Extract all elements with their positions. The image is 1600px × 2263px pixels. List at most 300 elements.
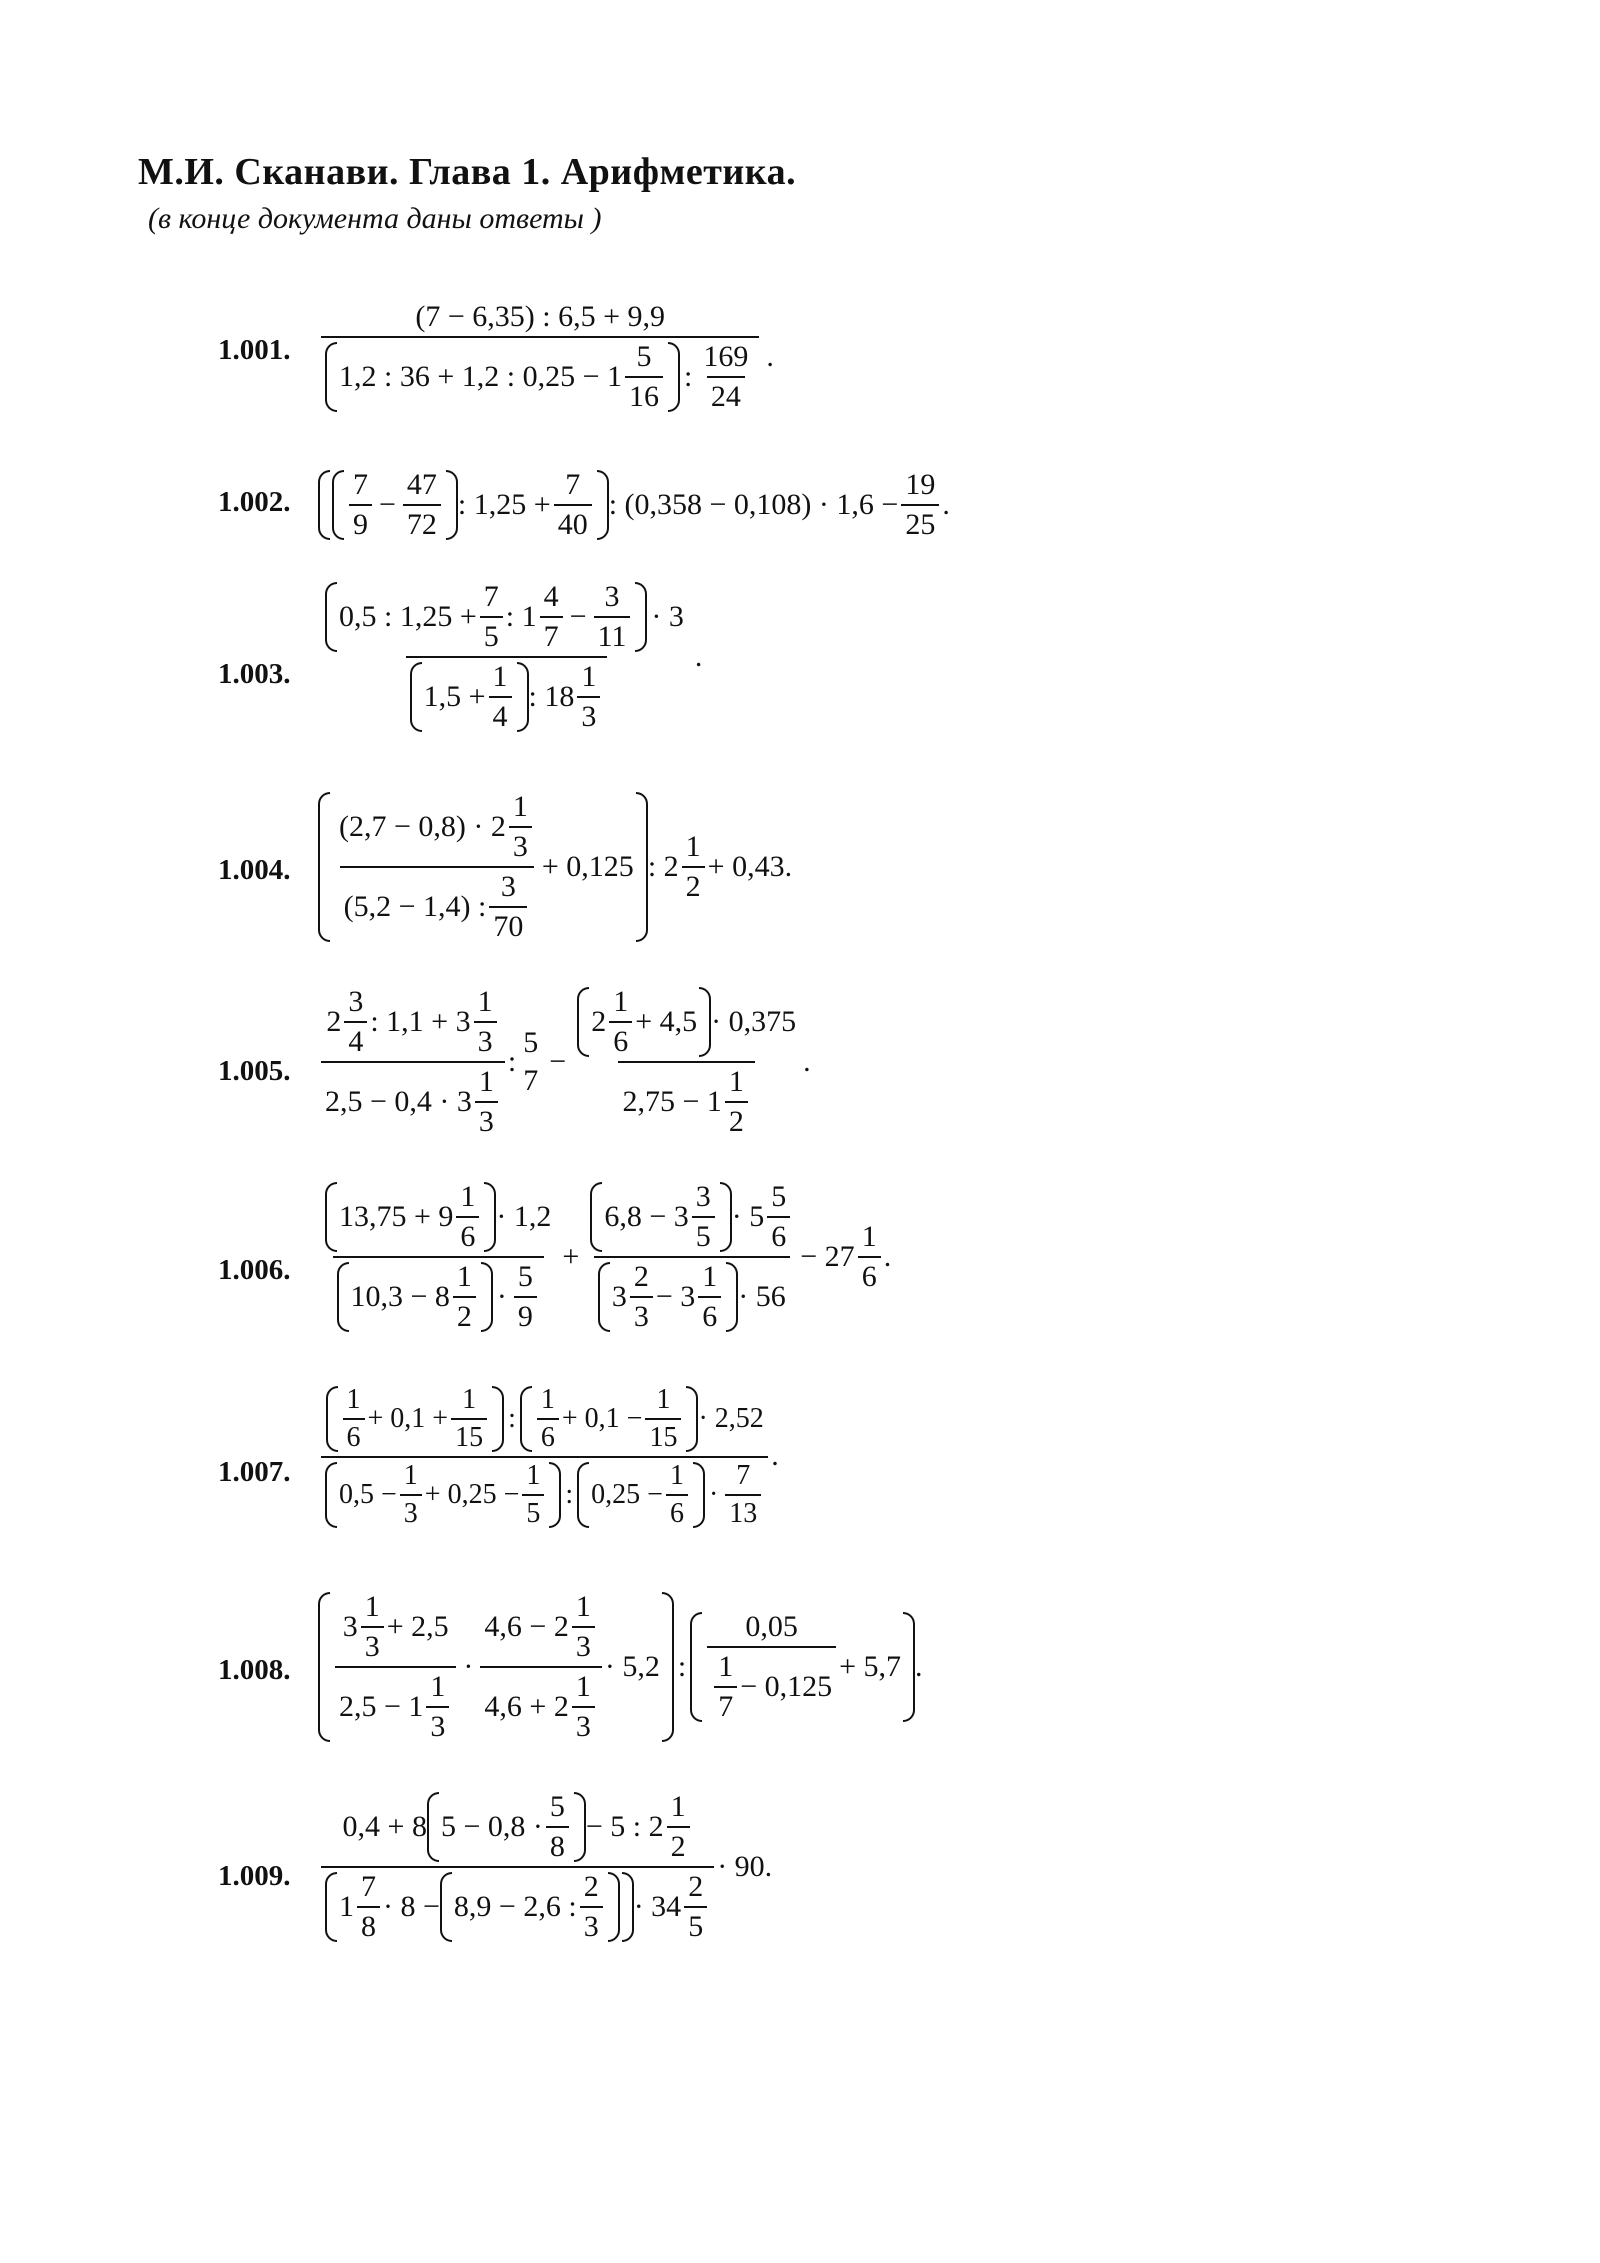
fraction	[714, 1650, 737, 1724]
fraction	[489, 660, 512, 734]
math-term: .	[803, 1045, 811, 1078]
fraction	[489, 870, 527, 944]
denominator: 7	[540, 616, 563, 654]
expression	[318, 790, 792, 944]
numerator: 1	[403, 1460, 418, 1491]
math-term: 2	[591, 1005, 607, 1038]
fraction	[519, 1026, 542, 1098]
fraction	[451, 1384, 487, 1454]
denominator: 6	[456, 1216, 479, 1254]
denominator: 7	[523, 1064, 539, 1097]
math-term	[410, 660, 604, 734]
denominator: 3	[509, 826, 532, 864]
math-term: 0,25 −	[591, 1479, 663, 1510]
math-term	[577, 985, 796, 1059]
math-term: 1	[339, 1890, 354, 1923]
numerator: 7	[736, 1460, 751, 1491]
math-term: :	[684, 360, 693, 393]
denominator: 15	[451, 1418, 487, 1454]
numerator: 1	[492, 660, 508, 693]
math-term: .	[766, 340, 774, 373]
math-term	[343, 1790, 693, 1864]
denominator: 8	[546, 1826, 569, 1864]
fraction	[707, 1610, 836, 1724]
math-term: 5 − 0,8 ·	[440, 1810, 543, 1843]
math-term: + 0,25 −	[424, 1479, 520, 1510]
numerator: 1	[718, 1650, 734, 1683]
parenthesized-group	[410, 660, 529, 734]
numerator: 5	[517, 1260, 533, 1293]
math-term: :	[565, 1479, 574, 1510]
numerator	[339, 1790, 697, 1866]
math-term: + 2,5	[386, 1610, 449, 1643]
fraction	[572, 1590, 595, 1664]
parenthesized-group	[577, 985, 711, 1059]
math-term: · 5	[731, 1200, 765, 1233]
denominator: 25	[901, 504, 939, 542]
numerator: 1	[526, 1460, 541, 1491]
denominator: 2	[453, 1296, 476, 1334]
math-term: (5,2 − 1,4) :	[343, 890, 487, 923]
math-term: − 3	[655, 1280, 696, 1313]
numerator: 1	[669, 1460, 684, 1491]
denominator: 8	[357, 1906, 380, 1944]
denominator	[480, 1666, 601, 1744]
fraction	[480, 580, 503, 654]
fraction	[594, 580, 631, 654]
fraction	[361, 1590, 384, 1664]
numerator: 1	[460, 1180, 476, 1213]
math-term: : 1	[505, 600, 537, 633]
math-term: : 18	[528, 680, 575, 713]
numerator: 1	[613, 985, 629, 1018]
math-term	[325, 1460, 764, 1530]
math-term: :	[508, 1403, 516, 1434]
math-term: −	[569, 600, 587, 633]
fraction	[667, 1790, 690, 1864]
math-term: · 1,2	[496, 1200, 552, 1233]
numerator: 1	[477, 985, 493, 1018]
fraction	[509, 790, 532, 864]
expression	[318, 300, 778, 414]
denominator: 9	[514, 1296, 537, 1334]
denominator: 13	[725, 1494, 761, 1530]
fraction	[682, 830, 705, 904]
parenthesized-group	[440, 1870, 620, 1944]
denominator: 11	[594, 616, 631, 654]
denominator: 2	[682, 866, 705, 904]
parenthesized-group	[427, 1790, 586, 1864]
math-term: · 56	[738, 1280, 786, 1313]
fraction	[321, 985, 505, 1139]
denominator	[340, 866, 535, 944]
math-term	[325, 340, 755, 414]
fraction	[692, 1180, 715, 1254]
math-term	[344, 870, 531, 944]
parenthesized-group	[318, 1590, 674, 1744]
numerator: 1	[728, 1065, 744, 1098]
numerator: 1	[364, 1590, 380, 1623]
expression	[318, 1180, 891, 1334]
denominator: 9	[349, 504, 372, 542]
fraction	[321, 1180, 555, 1334]
math-term: .	[694, 640, 703, 673]
math-term: + 5,7	[839, 1650, 902, 1683]
math-term	[325, 1180, 551, 1254]
math-term	[326, 1384, 764, 1454]
math-term: +	[562, 1240, 580, 1273]
fraction	[540, 580, 563, 654]
numerator: 1	[540, 1384, 555, 1415]
math-term: : 1,25 +	[457, 488, 551, 521]
math-term: : 2	[647, 850, 679, 883]
fraction	[537, 1384, 559, 1454]
problem-number: 1.003.	[218, 658, 291, 690]
numerator: 1	[581, 660, 597, 693]
math-term: −	[549, 1045, 567, 1078]
denominator	[406, 656, 608, 734]
denominator: 6	[609, 1021, 632, 1059]
fraction	[580, 1870, 603, 1944]
fraction	[400, 1460, 422, 1530]
denominator: 3	[572, 1706, 595, 1744]
fraction	[767, 1180, 790, 1254]
math-term	[622, 1065, 750, 1139]
fraction	[335, 790, 539, 944]
math-term: 1,5 +	[423, 680, 486, 713]
numerator: 1	[462, 1384, 477, 1415]
fraction	[453, 1260, 476, 1334]
numerator: 1	[670, 1790, 686, 1823]
math-term	[325, 1870, 710, 1944]
expression	[318, 1790, 772, 1944]
expression	[318, 1382, 779, 1530]
math-term: ·	[708, 1479, 719, 1510]
math-term: + 0,43.	[707, 850, 793, 883]
fraction	[522, 1460, 544, 1530]
fraction	[725, 1460, 761, 1530]
numerator: 5	[523, 1026, 539, 1059]
denominator: 3	[577, 696, 600, 734]
denominator	[618, 1061, 754, 1139]
fraction	[666, 1460, 688, 1530]
parenthesized-group	[590, 1180, 731, 1254]
numerator: 1	[346, 1384, 361, 1415]
math-term	[339, 1670, 452, 1744]
parenthesized-group: 1,2 : 36 + 1,2 : 0,25 − 1 $\frac{5}{16}$	[325, 340, 680, 414]
parenthesized-group	[326, 1384, 505, 1454]
math-term: · 5,2	[604, 1650, 660, 1683]
math-term: 2,75 − 1	[622, 1085, 722, 1118]
math-term: + 0,1 −	[561, 1403, 643, 1434]
math-term	[325, 1065, 501, 1139]
parenthesized-group	[520, 1384, 699, 1454]
problem-number: 1.009.	[218, 1860, 291, 1892]
math-term: + 0,1 +	[367, 1403, 449, 1434]
numerator: 5	[636, 340, 652, 373]
numerator: (7 − 6,35) : 6,5 + 9,9	[415, 300, 665, 333]
problem-number: 1.007.	[218, 1456, 291, 1488]
parenthesized-group	[337, 1260, 493, 1334]
numerator: 1	[456, 1260, 472, 1293]
math-term	[325, 580, 688, 654]
numerator: 2	[633, 1260, 649, 1293]
math-term: − 5 : 2	[585, 1810, 664, 1843]
parenthesized-group	[325, 1180, 496, 1254]
fraction	[514, 1260, 537, 1334]
numerator: 1	[430, 1670, 446, 1703]
parenthesized-group	[325, 580, 647, 654]
math-term: 3	[342, 1610, 358, 1643]
math-term: ·	[463, 1650, 474, 1683]
denominator: 6	[698, 1296, 721, 1334]
denominator: 5	[684, 1906, 707, 1944]
numerator: 1	[656, 1384, 671, 1415]
math-term: 2,5 − 1	[339, 1690, 424, 1723]
denominator: 5	[692, 1216, 715, 1254]
fraction	[725, 1065, 748, 1139]
math-term: 3	[611, 1280, 627, 1313]
numerator: 1	[685, 830, 701, 863]
denominator: 24	[707, 376, 745, 414]
fraction	[586, 1180, 797, 1334]
fraction	[349, 468, 372, 542]
math-term: 4,6 + 2	[484, 1690, 569, 1723]
fraction	[321, 580, 692, 734]
math-term: :	[677, 1650, 687, 1683]
math-term: 8,9 − 2,6 :	[453, 1890, 577, 1923]
numerator: 5	[549, 1790, 565, 1823]
parenthesized-group	[332, 468, 458, 542]
math-term	[343, 1590, 449, 1664]
denominator: 3	[475, 1101, 498, 1139]
math-term: .	[883, 1240, 892, 1273]
numerator: 3	[500, 870, 516, 903]
numerator: 169	[703, 340, 749, 373]
numerator: 2	[688, 1870, 704, 1903]
main-fraction	[321, 300, 759, 414]
parenthesized-group	[318, 468, 609, 542]
fraction	[573, 985, 800, 1139]
math-term: · 0,375	[711, 1005, 797, 1038]
fraction	[609, 985, 632, 1059]
parenthesized-group	[325, 1460, 561, 1530]
numerator: 1	[512, 790, 528, 823]
fraction	[426, 1670, 449, 1744]
fraction	[546, 1790, 569, 1864]
denominator: 5	[522, 1494, 544, 1530]
denominator: 3	[474, 1021, 497, 1059]
numerator	[573, 985, 800, 1061]
numerator	[339, 1590, 453, 1666]
math-term: 0,5 −	[339, 1479, 397, 1510]
denominator: 70	[489, 906, 527, 944]
math-term	[326, 985, 499, 1059]
numerator: 1	[861, 1220, 877, 1253]
denominator: 6	[537, 1418, 559, 1454]
math-term: 2	[326, 1005, 342, 1038]
denominator: 16	[625, 376, 663, 414]
denominator: 3	[572, 1626, 595, 1664]
denominator: 3	[361, 1626, 384, 1664]
fraction	[335, 1590, 456, 1744]
numerator	[335, 790, 539, 866]
denominator: 3	[580, 1906, 603, 1944]
math-term	[337, 1260, 540, 1334]
fraction	[403, 468, 441, 542]
fraction	[357, 1870, 380, 1944]
math-term: 10,3 − 8	[350, 1280, 450, 1313]
denominator: 7	[714, 1686, 737, 1724]
math-term: 0,5 : 1,25 +	[339, 600, 477, 633]
numerator: 0,05	[745, 1610, 798, 1643]
problem-number: 1.005.	[218, 1055, 291, 1087]
page-subtitle: (в конце документа даны ответы )	[148, 202, 602, 235]
numerator: 1	[575, 1590, 591, 1623]
fraction	[630, 1260, 653, 1334]
math-term: : 1,1 + 3	[370, 1005, 471, 1038]
numerator: 5	[771, 1180, 787, 1213]
math-term: + 4,5	[635, 1005, 698, 1038]
denominator: 3	[630, 1296, 653, 1334]
expression	[318, 468, 950, 542]
fraction	[344, 985, 367, 1059]
parenthesized-group	[325, 1870, 634, 1944]
fraction	[321, 1790, 714, 1944]
math-term: : (0,358 − 0,108) · 1,6 −	[608, 488, 899, 521]
math-term: 2,5 − 0,4 · 3	[325, 1085, 472, 1118]
numerator: 47	[406, 468, 437, 501]
math-term	[484, 1590, 597, 1664]
fraction	[343, 1384, 365, 1454]
denominator	[333, 1256, 544, 1334]
denominator	[707, 1646, 836, 1724]
expression	[318, 985, 811, 1139]
fraction	[901, 468, 939, 542]
math-term: · 3	[651, 600, 684, 633]
fraction	[321, 1382, 768, 1530]
denominator: 3	[426, 1706, 449, 1744]
math-term: .	[942, 488, 950, 521]
numerator: 1	[478, 1065, 494, 1098]
numerator	[322, 1382, 768, 1456]
fraction	[645, 1384, 681, 1454]
math-term: .	[915, 1650, 923, 1683]
denominator	[321, 336, 759, 414]
denominator: 6	[343, 1418, 365, 1454]
fraction	[554, 468, 592, 542]
math-term: · 90.	[717, 1850, 773, 1883]
denominator	[321, 1456, 768, 1530]
fraction	[474, 985, 497, 1059]
denominator: 2	[725, 1101, 748, 1139]
expression	[318, 580, 702, 734]
fraction	[480, 1590, 601, 1744]
denominator: 4	[344, 1021, 367, 1059]
math-term: (2,7 − 0,8) · 2	[339, 810, 506, 843]
problem-number: 1.002.	[218, 486, 291, 518]
parenthesized-group	[577, 1460, 705, 1530]
numerator	[586, 1180, 797, 1256]
numerator: 7	[483, 580, 499, 613]
denominator	[335, 1666, 456, 1744]
problem-number: 1.004.	[218, 854, 291, 886]
denominator: 15	[645, 1418, 681, 1454]
math-term: ·	[496, 1280, 507, 1313]
math-term	[484, 1670, 597, 1744]
fraction	[625, 340, 663, 414]
denominator: 4	[489, 696, 512, 734]
numerator: 7	[565, 468, 581, 501]
math-term	[711, 1650, 832, 1724]
numerator: 4	[543, 580, 559, 613]
fraction	[684, 1870, 707, 1944]
numerator: 1	[575, 1670, 591, 1703]
fraction	[456, 1180, 479, 1254]
math-term: 6,8 − 3	[604, 1200, 689, 1233]
math-term: :	[507, 1045, 517, 1078]
parenthesized-group	[598, 1260, 738, 1334]
denominator	[321, 1866, 714, 1944]
numerator: 3	[604, 580, 620, 613]
denominator: 5	[480, 616, 503, 654]
math-term: · 8 −	[383, 1890, 440, 1923]
math-term	[598, 1260, 786, 1334]
math-term: .	[771, 1439, 779, 1472]
denominator: 3	[400, 1494, 422, 1530]
math-term: − 27	[800, 1240, 855, 1273]
numerator	[480, 1590, 601, 1666]
numerator: 1	[702, 1260, 718, 1293]
problem-number: 1.001.	[218, 334, 291, 366]
math-term: 0,4 + 8	[342, 1810, 427, 1843]
math-term: − 0,125	[740, 1670, 833, 1703]
math-term: 13,75 + 9	[339, 1200, 454, 1233]
parenthesized-group	[690, 1610, 915, 1724]
denominator: 40	[554, 504, 592, 542]
problem-number: 1.006.	[218, 1254, 291, 1286]
math-term: + 0,125	[541, 850, 634, 883]
math-term: · 2,52	[698, 1403, 764, 1434]
math-term: −	[379, 488, 396, 521]
fraction	[698, 1260, 721, 1334]
denominator: 6	[666, 1494, 688, 1530]
numerator: 7	[353, 468, 368, 501]
denominator: 6	[767, 1216, 790, 1254]
math-term	[590, 1180, 793, 1254]
numerator: 3	[695, 1180, 711, 1213]
numerator: 3	[348, 985, 364, 1018]
problem-number: 1.008.	[218, 1654, 291, 1686]
fraction	[572, 1670, 595, 1744]
page-title: М.И. Сканави. Глава 1. Арифметика.	[138, 151, 797, 193]
math-term	[339, 790, 535, 864]
numerator	[321, 1180, 555, 1256]
numerator	[322, 985, 503, 1061]
denominator: 2	[667, 1826, 690, 1864]
denominator: 6	[858, 1256, 881, 1294]
math-term: · 34	[633, 1890, 682, 1923]
parenthesized-group	[318, 790, 648, 944]
numerator	[321, 580, 692, 656]
denominator	[594, 1256, 790, 1334]
denominator: 72	[403, 504, 441, 542]
fraction	[475, 1065, 498, 1139]
expression	[318, 1590, 923, 1744]
numerator: 19	[905, 468, 936, 501]
math-term: 4,6 − 2	[484, 1610, 569, 1643]
fraction	[577, 660, 600, 734]
